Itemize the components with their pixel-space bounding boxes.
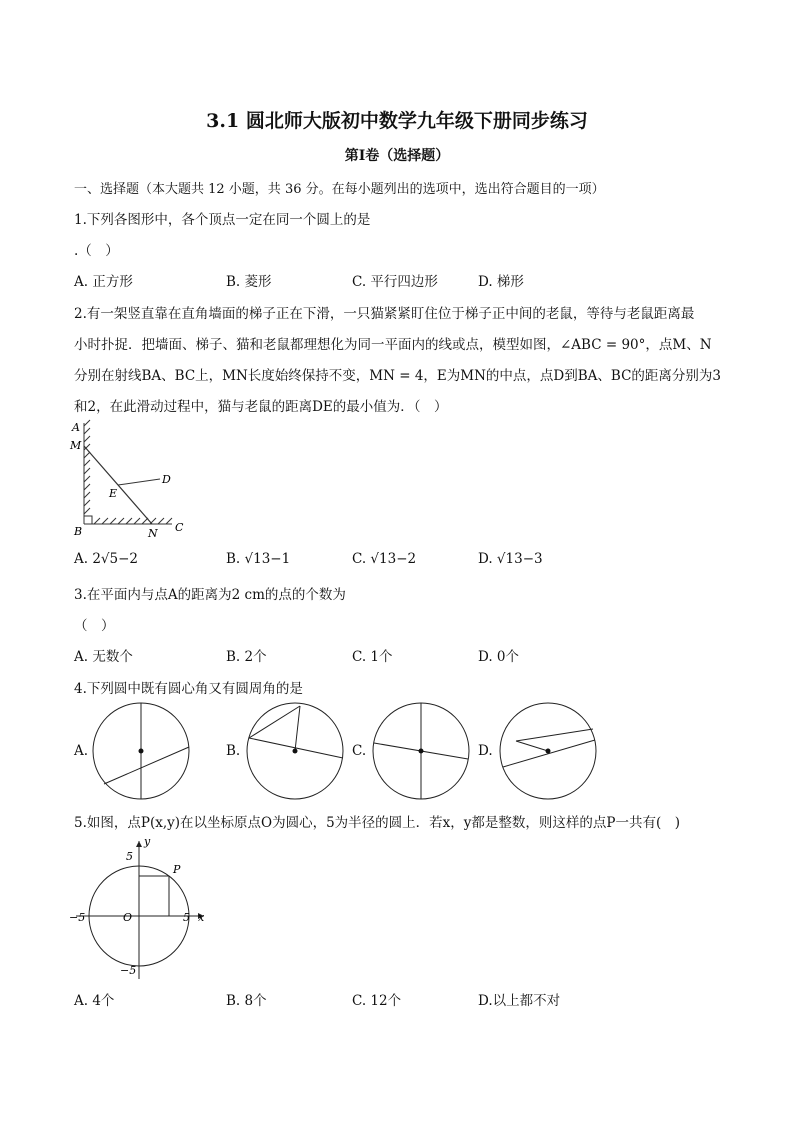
q1-option-c[interactable]: C. 平行四边形 xyxy=(352,274,438,290)
q2-option-c[interactable]: C. √13−2 xyxy=(352,551,417,567)
fig-label-d: D xyxy=(162,473,171,486)
fig-label-x: x xyxy=(198,911,205,924)
q5-circle-figure xyxy=(66,833,216,983)
q4-option-c-label[interactable]: C. xyxy=(352,743,367,759)
q2-option-d[interactable]: D. √13−3 xyxy=(478,551,543,567)
q2-ladder-figure xyxy=(66,418,196,543)
fig-label-o: O xyxy=(123,911,133,924)
q1-option-a[interactable]: A. 正方形 xyxy=(74,274,133,290)
page-title: 3.1 圆北师大版初中数学九年级下册同步练习 xyxy=(206,110,588,132)
q5-option-a[interactable]: A. 4个 xyxy=(74,993,115,1009)
fig-label-a: A xyxy=(72,421,80,434)
q1-stem: 1.下列各图形中，各个顶点一定在同一个圆上的是 xyxy=(74,212,371,228)
fig-label-e: E xyxy=(109,487,118,500)
q2-option-b[interactable]: B. √13−1 xyxy=(226,551,291,567)
q4-option-b-label[interactable]: B. xyxy=(226,743,241,759)
q4-option-a-label[interactable]: A. xyxy=(74,743,89,759)
q3-option-b[interactable]: B. 2个 xyxy=(226,649,267,665)
fig-label-c: C xyxy=(175,521,184,534)
fig-label-yneg5: −5 xyxy=(120,964,137,977)
q4-circle-c[interactable] xyxy=(371,702,471,800)
q4-circle-b[interactable] xyxy=(245,702,345,800)
q3-blank: （ ） xyxy=(74,618,115,634)
fig-label-n: N xyxy=(148,527,158,540)
q2-stem-line-1: 2.有一架竖直靠在直角墙面的梯子正在下滑，一只猫紧紧盯住位于梯子正中间的老鼠，等待与老鼠距离最 xyxy=(74,306,695,322)
q5-option-c[interactable]: C. 12个 xyxy=(352,993,402,1009)
q1-option-d[interactable]: D. 梯形 xyxy=(478,274,524,290)
q5-stem: 5.如图，点P(x,y)在以坐标原点O为圆心，5为半径的圆上．若x，y都是整数，则这样的点P一共有( ) xyxy=(74,815,681,831)
q5-option-b[interactable]: B. 8个 xyxy=(226,993,267,1009)
q1-option-b[interactable]: B. 菱形 xyxy=(226,274,272,290)
fig-label-y: y xyxy=(144,835,151,848)
q2-stem-line-2: 小时扑捉．把墙面、梯子、猫和老鼠都理想化为同一平面内的线或点，模型如图，∠ABC = 90°，点M、N xyxy=(74,337,712,353)
fig-label-x5: 5 xyxy=(183,911,190,924)
fig-label-m: M xyxy=(70,439,82,452)
q4-circle-d[interactable] xyxy=(498,702,598,800)
fig-label-y5: 5 xyxy=(126,850,133,863)
q2-option-a[interactable]: A. 2√5−2 xyxy=(74,551,139,567)
fig-label-p: P xyxy=(173,863,181,876)
fig-label-xneg5: −5 xyxy=(69,911,86,924)
q5-option-d[interactable]: D.以上都不对 xyxy=(478,993,561,1009)
q4-stem: 4.下列圆中既有圆心角又有圆周角的是 xyxy=(74,681,303,697)
q3-option-c[interactable]: C. 1个 xyxy=(352,649,393,665)
q4-option-d-label[interactable]: D. xyxy=(478,743,493,759)
page-subtitle: 第I卷（选择题） xyxy=(344,148,450,164)
q3-option-a[interactable]: A. 无数个 xyxy=(74,649,133,665)
q2-stem-line-3: 分别在射线BA、BC上，MN长度始终保持不变，MN = 4，E为MN的中点，点D到BA、BC的距离分别为3 xyxy=(74,368,721,384)
fig-label-b: B xyxy=(74,525,83,538)
q3-option-d[interactable]: D. 0个 xyxy=(478,649,520,665)
section-heading: 一、选择题（本大题共 12 小题，共 36 分。在每小题列出的选项中，选出符合题目的一项） xyxy=(74,182,605,197)
q4-circle-a[interactable] xyxy=(90,702,192,800)
q3-stem: 3.在平面内与点A的距离为2 cm的点的个数为 xyxy=(74,587,346,603)
q2-stem-line-4: 和2，在此滑动过程中，猫与老鼠的距离DE的最小值为．（ ） xyxy=(74,399,448,415)
q1-blank: .（ ） xyxy=(74,243,119,259)
